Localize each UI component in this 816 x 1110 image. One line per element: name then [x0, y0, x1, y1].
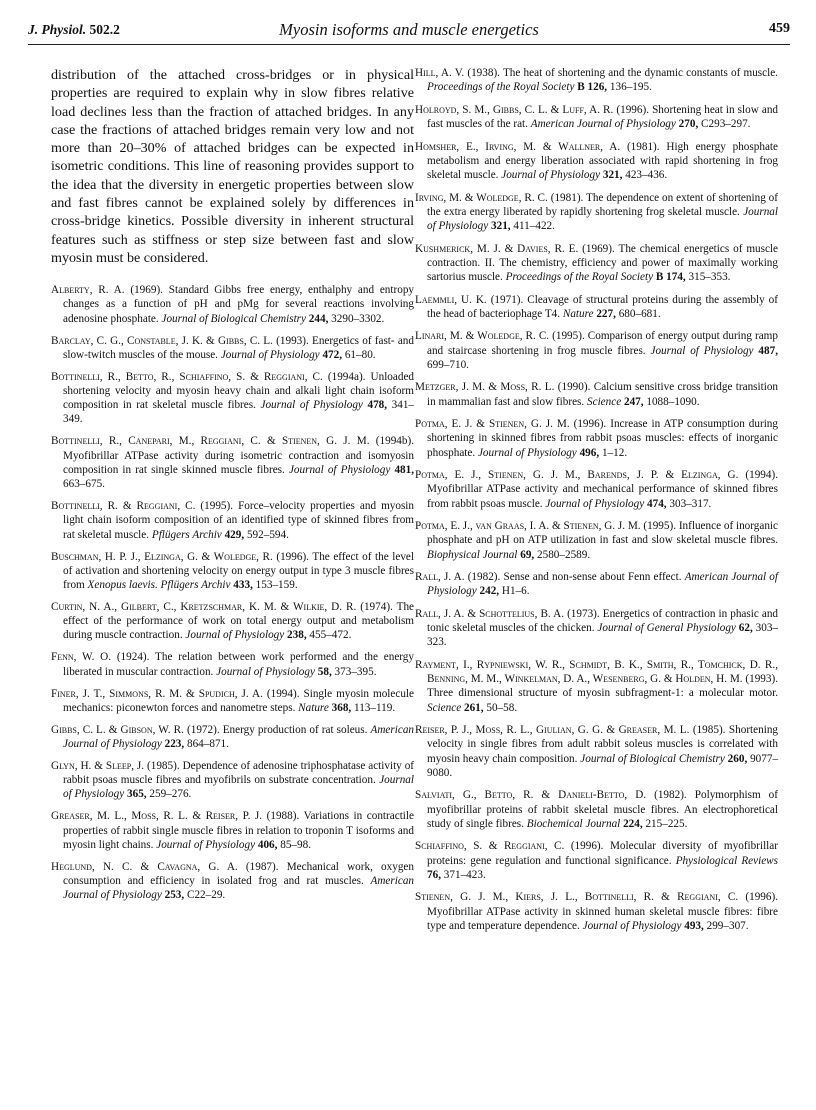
reference-year: (1971).: [490, 293, 524, 306]
reference-list-right: [415, 66, 778, 933]
reference-title: The heat of shortening and the dynamic constants of muscle.: [502, 67, 778, 79]
reference-year: (1987).: [245, 860, 279, 873]
reference-volume: 224,: [623, 817, 643, 830]
reference-volume: 321,: [491, 220, 511, 232]
reference-pages: 423–436.: [625, 169, 668, 181]
reference-pages: 303–317.: [669, 497, 712, 510]
reference-authors: Linari, M. & Woledge, R. C.: [415, 330, 550, 343]
reference-pages: 215–225.: [645, 817, 688, 830]
reference-entry: [415, 723, 778, 780]
reference-volume: 227,: [596, 307, 616, 320]
reference-title: Force–velocity properties and myosin light chain isoform composition of an identified type of skinned fibres from rat skeletal muscle.: [63, 500, 415, 541]
reference-authors: Irving, M. & Woledge, R. C.: [415, 191, 548, 204]
reference-entry: [51, 370, 414, 427]
reference-volume: 321,: [602, 169, 623, 181]
reference-journal: American Journal of Physiology: [63, 723, 415, 750]
reference-journal: Journal of Physiology: [545, 497, 645, 510]
reference-title: Comparison of energy output during ramp and staircase shortening in frog muscle fibres.: [427, 330, 778, 357]
reference-journal: Nature: [298, 701, 329, 714]
reference-year: (1994).: [745, 469, 778, 482]
reference-authors: Metzger, J. M. & Moss, R. L.: [415, 381, 555, 394]
reference-entry: [415, 417, 778, 460]
reference-entry: [415, 140, 778, 183]
reference-year: (1996).: [570, 840, 604, 853]
reference-pages: 2580–2589.: [537, 548, 591, 561]
reference-journal: Journal of General Physiology: [597, 622, 736, 635]
reference-volume: 493,: [684, 919, 704, 932]
reference-list-left: [51, 283, 414, 902]
reference-pages: 680–681.: [618, 307, 661, 320]
reference-journal: Journal of Physiology: [220, 348, 320, 361]
reference-volume: 496,: [579, 446, 600, 459]
reference-pages: 299–307.: [706, 919, 749, 932]
reference-entry: [51, 687, 414, 715]
reference-journal: Journal of Physiology: [260, 399, 363, 412]
reference-authors: Homsher, E., Irving, M. & Wallner, A.: [415, 140, 621, 153]
reference-volume: 76,: [427, 868, 441, 881]
reference-entry: [415, 607, 778, 650]
reference-authors: Greaser, M. L., Moss, R. L. & Reiser, P. J.: [51, 810, 263, 823]
reference-journal: Journal of Biological Chemistry: [161, 312, 306, 325]
reference-entry: [415, 519, 778, 562]
reference-pages: 50–58.: [486, 701, 518, 714]
reference-journal: Journal of Physiology: [427, 205, 779, 232]
reference-journal: Proceedings of the Royal Society: [427, 81, 575, 94]
reference-entry: [51, 759, 414, 802]
reference-title: The chemical energetics of muscle contraction. II. The chemistry, efficiency and power of maximally working sartorius muscle.: [427, 242, 779, 283]
reference-title: Molecular diversity of myofibrillar proteins: gene regulation and functional significance.: [427, 840, 778, 867]
reference-year: (1993).: [745, 673, 778, 686]
reference-year: (1993).: [276, 334, 309, 347]
reference-title: Myofibrillar ATPase activity during isometric contraction and isomyosin composition in rat single skinned muscle fibres.: [63, 449, 414, 476]
reference-entry: [51, 434, 414, 491]
reference-volume: 238,: [287, 629, 307, 642]
reference-entry: [415, 329, 778, 372]
reference-title: Influence of inorganic phosphate and pH on ATP utilization in fast and slow skeletal muscle fibres.: [427, 520, 779, 547]
reference-authors: Bottinelli, R., Canepari, M., Reggiani, C. & Stienen, G. J. M.: [51, 435, 370, 448]
reference-authors: Potma, E. J., Stienen, G. J. M., Barends, J. P. & Elzinga, G.: [415, 469, 739, 482]
reference-journal: American Journal of Physiology: [63, 874, 415, 902]
reference-entry: [51, 860, 414, 903]
reference-volume: 472,: [322, 348, 343, 361]
reference-volume: 368,: [331, 701, 352, 714]
reference-year: (1974).: [360, 600, 393, 613]
reference-year: (1981).: [626, 140, 660, 153]
reference-volume: 247,: [623, 395, 644, 408]
reference-pages: 1088–1090.: [646, 395, 700, 408]
reference-authors: Reiser, P. J., Moss, R. L., Giulian, G. G. & Greaser, M. L.: [415, 724, 690, 737]
reference-title: Calcium sensitive cross bridge transition in mammalian fast and slow fibres.: [427, 381, 779, 408]
reference-volume: 260,: [727, 752, 748, 765]
reference-title: Energetics of fast- and slow-twitch muscles of the mouse.: [63, 334, 414, 361]
reference-entry: [415, 788, 778, 831]
reference-authors: Kushmerick, M. J. & Davies, R. E.: [415, 242, 579, 255]
reference-volume: 261,: [463, 701, 484, 714]
reference-pages: 455–472.: [309, 629, 352, 642]
reference-pages: 373–395.: [334, 665, 377, 678]
reference-volume: 244,: [308, 312, 329, 325]
reference-entry: [415, 658, 778, 715]
reference-journal: American Journal of Physiology: [427, 571, 778, 598]
reference-title: Energetics of contraction in phasic and tonic skeletal muscles of the chicken.: [427, 607, 779, 635]
reference-pages: 113–119.: [354, 701, 396, 714]
reference-entry: [51, 550, 414, 593]
reference-volume: 433,: [233, 578, 253, 591]
body-paragraph: distribution of the attached cross-bridges or in physical properties are required to explain why in slow fibres relative load declines less than the fraction of attached bridges. In any case the fractions of attached bridges remain very low and not more than 20–30% of attached bridges can be expected in isometric conditions. This line of reasoning provides support to the idea that the diversity in energetic properties between slow and fast fibres cannot be explained solely by differences in cross-bridge kinetics. Possible diversity in inherent structural features such as stiffness or step size between fast and slow myosin must be considered.: [51, 67, 414, 266]
reference-pages: 85–98.: [280, 838, 311, 851]
reference-journal: Journal of Physiology: [650, 344, 754, 357]
reference-volume: 474,: [647, 497, 667, 510]
reference-journal: American Journal of Physiology: [530, 118, 676, 130]
reference-pages: 592–594.: [246, 528, 289, 541]
reference-authors: Rayment, I., Rypniewski, W. R., Schmidt, B. K., Smith, R., Tomchick, D. R., Benning, M. M., Winkelman, D. A., Wesenberg, G. & Holden, H. M.: [415, 658, 778, 686]
reference-authors: Holroyd, S. M., Gibbs, C. L. & Luff, A. R.: [415, 103, 614, 116]
reference-journal: Biophysical Journal: [427, 548, 518, 561]
reference-authors: Barclay, C. G., Constable, J. K. & Gibbs, C. L.: [51, 334, 273, 347]
reference-entry: [415, 191, 778, 234]
reference-volume: 242,: [479, 585, 500, 598]
reference-year: (1994).: [266, 687, 300, 700]
reference-entry: [415, 839, 778, 882]
reference-title: The effect of the level of activation and shortening velocity on energy output in type 3 muscle fibres from: [63, 550, 414, 591]
reference-journal: Nature: [562, 307, 594, 320]
reference-pages: 9077–9080.: [427, 752, 779, 779]
reference-title: Dependence of adenosine triphosphatase activity of rabbit psoas muscle fibres and myofibrils on substrate concentration.: [63, 759, 415, 787]
reference-pages: 699–710.: [427, 358, 469, 371]
reference-year: (1969).: [130, 284, 163, 297]
reference-journal: Journal of Physiology: [477, 446, 577, 459]
reference-volume: 478,: [367, 399, 388, 412]
reference-volume: 253,: [164, 889, 185, 902]
reference-title: Single myosin molecule mechanics: piconewton forces and nanometre steps.: [63, 687, 415, 714]
reference-pages: 3290–3302.: [331, 312, 385, 325]
reference-year: (1924).: [116, 651, 150, 664]
reference-journal: Proceedings of the Royal Society: [505, 271, 654, 283]
reference-pages: 315–353.: [688, 271, 731, 283]
reference-authors: Heglund, N. C. & Cavagna, G. A.: [51, 860, 238, 873]
reference-volume: 406,: [257, 838, 278, 851]
reference-journal: Journal of Physiology: [288, 463, 391, 476]
reference-title: Shortening heat in slow and fast muscles of the rat.: [427, 103, 779, 130]
reference-pages: C22–29.: [186, 889, 226, 902]
reference-authors: Glyn, H. & Sleep, J.: [51, 759, 145, 772]
reference-year: (1981).: [550, 191, 584, 204]
reference-year: (1995).: [643, 520, 677, 533]
reference-pages: 663–675.: [63, 478, 105, 491]
reference-authors: Buschman, H. P. J., Elzinga, G. & Woledge, R.: [51, 550, 273, 563]
reference-authors: Fenn, W. O.: [51, 651, 112, 664]
reference-pages: C293–297.: [701, 118, 751, 130]
reference-year: (1996).: [573, 418, 607, 431]
reference-volume: 62,: [738, 622, 753, 635]
reference-pages: 864–871.: [186, 737, 229, 750]
reference-title: Shortening velocity in single fibres from adult rabbit soleus muscles is correlated with myosin heavy chain composition.: [427, 724, 779, 765]
reference-title: High energy phosphate metabolism and energy liberation associated with rapid shortening in frog skeletal muscle.: [427, 140, 778, 181]
reference-authors: Salviati, G., Betto, R. & Danieli-Betto, D.: [415, 789, 647, 802]
reference-entry: [51, 499, 414, 542]
reference-year: (1982).: [467, 571, 501, 584]
reference-journal: Journal of Physiology: [63, 774, 414, 801]
reference-authors: Rall, J. A.: [415, 571, 465, 584]
reference-journal: Journal of Physiology: [185, 629, 285, 642]
reference-title: Unloaded shortening velocity and myosin heavy chain and alkali light chain isoform composition in rat skeletal muscle fibres.: [63, 370, 415, 412]
reference-entry: [415, 293, 778, 321]
reference-pages: 61–80.: [344, 348, 376, 361]
reference-year: (1969).: [582, 242, 615, 255]
reference-entry: [415, 380, 778, 408]
reference-volume: 58,: [317, 665, 332, 678]
reference-title: Myofibrillar ATPase activity in skinned human skeletal muscle fibres: fibre type and temperature dependence.: [427, 905, 778, 932]
reference-authors: Potma, E. J., van Graas, I. A. & Stienen, G. J. M.: [415, 520, 641, 533]
reference-authors: Gibbs, C. L. & Gibson, W. R.: [51, 723, 184, 736]
reference-title: Polymorphism of myofibrillar proteins of rabbit skeletal muscle fibres. An electrophoretical study of single fibres.: [427, 789, 779, 830]
reference-authors: Potma, E. J. & Stienen, G. J. M.: [415, 418, 570, 431]
reference-year: (1994b).: [375, 435, 415, 448]
reference-entry: [51, 723, 414, 751]
reference-pages: 341–349.: [63, 399, 415, 426]
reference-pages: 1–12.: [601, 446, 628, 459]
reference-year: (1985).: [692, 724, 726, 737]
reference-journal: Physiological Reviews: [675, 854, 778, 867]
reference-title: The relation between work performed and the energy liberated in muscular contraction.: [63, 651, 414, 678]
reference-pages: 411–422.: [513, 220, 555, 232]
reference-year: (1982).: [654, 789, 687, 802]
journal-abbrev: J. Physiol.: [28, 22, 87, 37]
reference-title: Cleavage of structural proteins during the assembly of the head of bacteriophage T4.: [427, 293, 778, 320]
reference-entry: [415, 242, 778, 285]
reference-journal: Journal of Physiology: [156, 838, 256, 851]
reference-volume: 481,: [394, 463, 415, 476]
reference-year: (1996).: [745, 891, 778, 904]
reference-authors: Schiaffino, S. & Reggiani, C.: [415, 840, 565, 853]
reference-journal: Journal of Physiology: [501, 169, 601, 181]
reference-title: Myofibrillar ATPase activity and mechanical performance of skinned fibres from rabbit psoas muscle.: [427, 483, 778, 510]
reference-journal: Journal of Physiology: [216, 665, 315, 678]
reference-authors: Bottinelli, R., Betto, R., Schiaffino, S. & Reggiani, C.: [51, 370, 323, 383]
reference-authors: Rall, J. A. & Schottelius, B. A.: [415, 607, 565, 620]
running-title: Myosin isoforms and muscle energetics: [279, 20, 539, 39]
reference-title: Sense and non-sense about Fenn effect.: [503, 571, 682, 584]
reference-entry: [415, 66, 778, 94]
reference-year: (1972).: [187, 723, 220, 736]
reference-volume: B 126,: [577, 81, 608, 94]
reference-authors: Laemmli, U. K.: [415, 293, 487, 306]
reference-pages: 371–423.: [443, 868, 486, 881]
reference-entry: [415, 570, 778, 598]
reference-pages: 303–323.: [427, 622, 779, 649]
reference-journal: Journal of Biological Chemistry: [580, 752, 725, 765]
reference-year: (1995).: [200, 500, 234, 513]
reference-entry: [51, 650, 414, 678]
reference-journal: Biochemical Journal: [526, 817, 621, 830]
left-column: [51, 66, 414, 910]
reference-authors: Hill, A. V.: [415, 67, 465, 79]
reference-entry: [51, 283, 414, 326]
reference-volume: 69,: [520, 548, 535, 561]
reference-year: (1996).: [616, 103, 650, 116]
reference-entry: [51, 600, 414, 643]
reference-title: Standard Gibbs free energy, enthalphy and entropy changes as a function of pH and pMg for several reactions involving adenosine phosphate.: [63, 284, 415, 325]
reference-journal: Pflügers Archiv: [151, 528, 222, 541]
page-number: 459: [769, 21, 790, 36]
reference-authors: Curtin, N. A., Gilbert, C., Kretzschmar, K. M. & Wilkie, D. R.: [51, 600, 357, 613]
reference-title: Three dimensional structure of myosin subfragment-1: a molecular motor.: [427, 687, 778, 700]
right-column: [415, 66, 778, 941]
reference-journal: Science: [427, 701, 462, 714]
reference-volume: 270,: [678, 118, 699, 130]
reference-pages: H1–6.: [501, 585, 530, 598]
reference-title: The dependence on extent of shortening of the extra energy liberated by rapidly shortening frog skeletal muscle.: [427, 191, 779, 218]
reference-volume: 365,: [127, 788, 147, 801]
reference-title: Increase in ATP consumption during shortening in skinned fibres from rabbit psoas muscles: effects of inorganic phosphate.: [427, 418, 778, 459]
reference-authors: Stienen, G. J. M., Kiers, J. L., Bottinelli, R. & Reggiani, C.: [415, 891, 739, 904]
reference-year: (1973).: [567, 607, 600, 620]
reference-authors: Finer, J. T., Simmons, R. M. & Spudich, J. A.: [51, 687, 263, 700]
running-header: [28, 18, 790, 45]
reference-volume: 223,: [164, 737, 185, 750]
reference-pages: 136–195.: [609, 81, 652, 94]
reference-entry: [51, 334, 414, 362]
reference-title: Energy production of rat soleus.: [222, 723, 368, 736]
reference-year: (1994a).: [327, 370, 366, 383]
reference-entry: [415, 890, 778, 933]
reference-year: (1985).: [147, 759, 180, 772]
reference-title: Variations in contractile properties of rabbit single muscle fibres in relation to troponin T isoforms and myosin light chains.: [63, 810, 414, 851]
reference-pages: 259–276.: [149, 788, 192, 801]
reference-year: (1988).: [266, 810, 300, 823]
reference-year: (1996).: [276, 550, 309, 563]
reference-pages: 153–159.: [255, 578, 298, 591]
reference-journal: Journal of Physiology: [582, 919, 682, 932]
journal-volume: 502.2: [89, 22, 120, 37]
reference-entry: [415, 468, 778, 511]
reference-entry: [415, 103, 778, 131]
reference-title: Mechanical work, oxygen consumption and efficiency in isolated frog and rat muscles.: [63, 860, 414, 887]
reference-volume: 487,: [758, 344, 778, 357]
reference-title: The effect of the performance of work on total energy output and metabolism during muscle contraction.: [63, 600, 415, 642]
reference-entry: [51, 809, 414, 852]
reference-year: (1995).: [552, 330, 585, 343]
reference-authors: Bottinelli, R. & Reggiani, C.: [51, 500, 196, 513]
reference-volume: B 174,: [655, 271, 686, 283]
reference-year: (1938).: [467, 67, 500, 79]
reference-journal: Xenopus laevis. Pflügers Archiv: [87, 578, 231, 591]
reference-journal: Science: [587, 395, 622, 408]
reference-volume: 429,: [224, 528, 245, 541]
reference-year: (1990).: [557, 381, 591, 394]
reference-authors: Alberty, R. A.: [51, 284, 125, 297]
